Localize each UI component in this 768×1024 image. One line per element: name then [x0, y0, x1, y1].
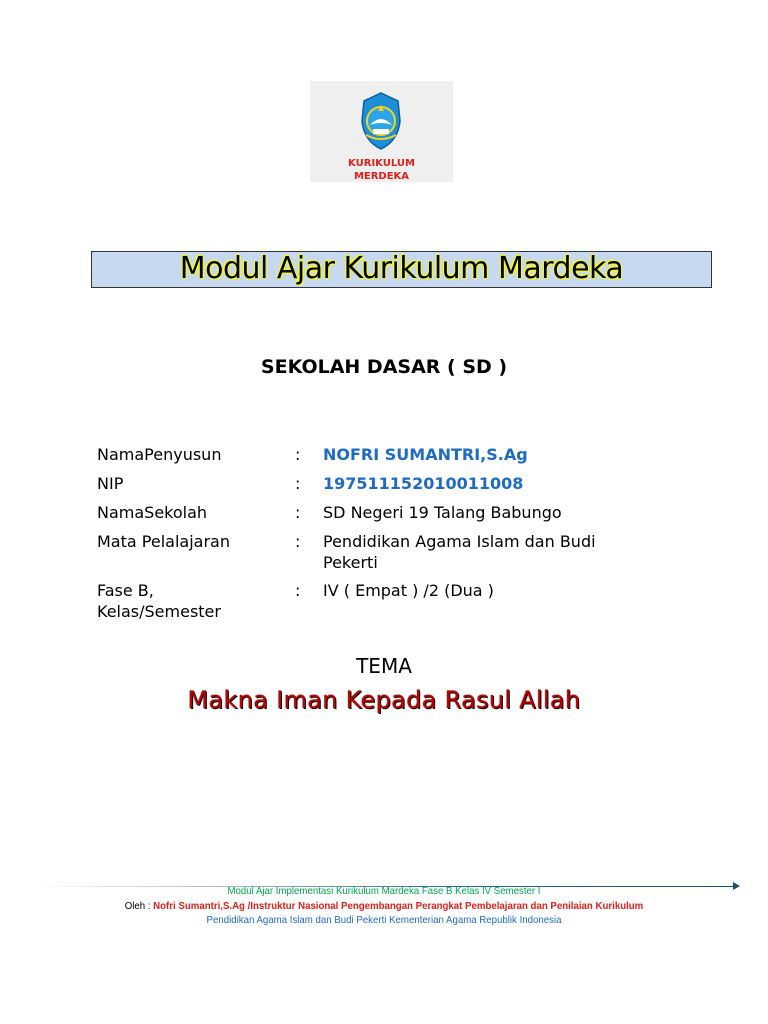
footer-line1: Modul Ajar Implementasi Kurikulum Mardeka Fase B Kelas IV Semester I — [227, 885, 541, 897]
module-title: Modul Ajar Kurikulum Mardeka — [179, 251, 624, 286]
info-colon: : — [295, 532, 301, 551]
info-label: Mata Pelalajaran — [97, 532, 230, 551]
tema-title: Makna Iman Kepada Rasul Allah — [187, 686, 581, 714]
info-value-nip: 197511152010011008 — [323, 474, 524, 493]
info-label: NamaPenyusun — [97, 445, 222, 464]
info-label-phase-line1: Fase B, — [97, 581, 154, 600]
info-label-phase-line2: Kelas/Semester — [97, 602, 221, 621]
tema-label: TEMA — [356, 654, 412, 678]
footer-line2-author: Nofri Sumantri,S.Ag /Instruktur Nasional Pengembangan Perangkat Pembelajaran dan Penilaian Kurikulum — [153, 900, 644, 912]
tut-wuri-handayani-emblem-icon — [358, 91, 404, 153]
info-colon: : — [295, 503, 301, 522]
info-colon: : — [295, 581, 301, 600]
footer-line2-prefix: Oleh : — [124, 900, 154, 912]
info-value-author: NOFRI SUMANTRI,S.Ag — [323, 445, 528, 464]
logo-text-line2: MERDEKA — [353, 171, 410, 182]
info-label: NIP — [97, 474, 124, 493]
info-colon: : — [295, 474, 301, 493]
info-label-phase — [97, 580, 287, 622]
footer-line3: Pendidikan Agama Islam dan Budi Pekerti Kementerian Agama Republik Indonesia — [206, 914, 562, 926]
info-value-school: SD Negeri 19 Talang Babungo — [323, 503, 562, 522]
logo-text-line1: KURIKULUM — [348, 158, 415, 169]
kurikulum-merdeka-logo — [310, 81, 453, 182]
info-value-subject-line2: Pekerti — [323, 553, 378, 572]
info-value-subject-line1: Pendidikan Agama Islam dan Budi — [323, 532, 596, 551]
info-label: NamaSekolah — [97, 503, 208, 522]
info-value-phase: IV ( Empat ) /2 (Dua ) — [323, 581, 494, 600]
school-level-heading: SEKOLAH DASAR ( SD ) — [260, 356, 508, 378]
module-title-banner — [91, 251, 712, 288]
info-value-subject — [323, 531, 653, 573]
footer-line2 — [31, 899, 738, 913]
info-colon: : — [295, 445, 301, 464]
